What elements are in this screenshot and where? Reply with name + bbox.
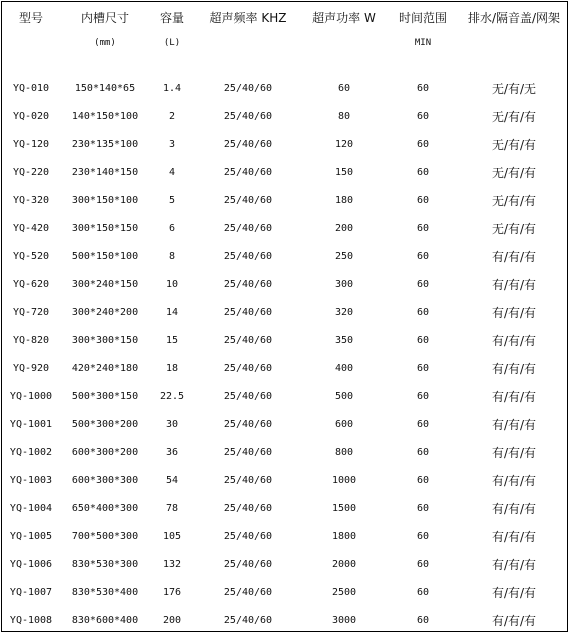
- spec-table: [2, 4, 568, 634]
- table-row: [2, 466, 568, 494]
- cell-features: 有/有/有: [491, 501, 537, 516]
- cell-capacity: 105: [162, 530, 182, 542]
- cell-features: 有/有/有: [491, 389, 537, 404]
- table-row: [2, 606, 568, 634]
- cell-model: YQ-1006: [9, 558, 53, 570]
- header-model-unit: [2, 30, 60, 56]
- cell-capacity: 30: [165, 418, 179, 430]
- cell-features: 有/有/有: [491, 333, 537, 348]
- table-row: [2, 158, 568, 186]
- cell-power: 180: [334, 194, 354, 206]
- cell-frequency: 25/40/60: [223, 362, 273, 374]
- cell-power: 250: [334, 250, 354, 262]
- cell-time-range: 60: [416, 82, 430, 94]
- cell-power: 60: [337, 82, 351, 94]
- cell-features: 有/有/有: [491, 473, 537, 488]
- cell-tank-size: 650*400*300: [71, 502, 139, 514]
- cell-power: 80: [337, 110, 351, 122]
- cell-time-range: 60: [416, 306, 430, 318]
- cell-power: 200: [334, 222, 354, 234]
- cell-time-range: 60: [416, 474, 430, 486]
- cell-features: 有/有/有: [491, 557, 537, 572]
- header-row-units: [2, 30, 568, 56]
- cell-features: 有/有/有: [491, 361, 537, 376]
- cell-model: YQ-010: [12, 82, 50, 94]
- cell-power: 3000: [331, 614, 357, 626]
- header-tank-size: 内槽尺寸: [80, 10, 129, 25]
- table-row: [2, 438, 568, 466]
- cell-frequency: 25/40/60: [223, 418, 273, 430]
- header-power: 超声功率 W: [312, 10, 376, 25]
- table-row: [2, 382, 568, 410]
- table-row: [2, 270, 568, 298]
- header-features-unit: [460, 30, 568, 56]
- cell-power: 150: [334, 166, 354, 178]
- cell-model: YQ-320: [12, 194, 50, 206]
- cell-power: 320: [334, 306, 354, 318]
- cell-model: YQ-820: [12, 334, 50, 346]
- cell-capacity: 10: [165, 278, 179, 290]
- cell-time-range: 60: [416, 558, 430, 570]
- table-row: [2, 326, 568, 354]
- cell-features: 有/有/有: [491, 417, 537, 432]
- header-power-unit: [302, 30, 386, 56]
- cell-features: 有/有/有: [491, 445, 537, 460]
- cell-tank-size: 150*140*65: [74, 82, 136, 94]
- cell-model: YQ-020: [12, 110, 50, 122]
- cell-power: 2500: [331, 586, 357, 598]
- header-frequency-unit: [194, 30, 302, 56]
- cell-tank-size: 830*530*400: [71, 586, 139, 598]
- table-row: [2, 74, 568, 102]
- cell-features: 无/有/有: [491, 165, 537, 180]
- cell-power: 1000: [331, 474, 357, 486]
- cell-frequency: 25/40/60: [223, 166, 273, 178]
- cell-features: 有/有/有: [491, 305, 537, 320]
- cell-frequency: 25/40/60: [223, 82, 273, 94]
- cell-power: 1500: [331, 502, 357, 514]
- table-row: [2, 522, 568, 550]
- header-features: 排水/隔音盖/网架: [467, 10, 561, 25]
- cell-capacity: 6: [168, 222, 176, 234]
- cell-features: 无/有/有: [491, 193, 537, 208]
- cell-tank-size: 700*500*300: [71, 530, 139, 542]
- table-header: [2, 4, 568, 74]
- cell-time-range: 60: [416, 586, 430, 598]
- cell-frequency: 25/40/60: [223, 334, 273, 346]
- cell-capacity: 132: [162, 558, 182, 570]
- cell-model: YQ-1007: [9, 586, 53, 598]
- cell-power: 300: [334, 278, 354, 290]
- cell-capacity: 3: [168, 138, 176, 150]
- cell-tank-size: 500*300*150: [71, 390, 139, 402]
- cell-time-range: 60: [416, 222, 430, 234]
- cell-capacity: 78: [165, 502, 179, 514]
- table-row: [2, 214, 568, 242]
- cell-features: 有/有/有: [491, 529, 537, 544]
- table-row: [2, 410, 568, 438]
- header-tank-size-unit: (mm): [94, 38, 116, 48]
- cell-time-range: 60: [416, 418, 430, 430]
- table-row: [2, 102, 568, 130]
- cell-frequency: 25/40/60: [223, 110, 273, 122]
- cell-tank-size: 830*600*400: [71, 614, 139, 626]
- cell-capacity: 36: [165, 446, 179, 458]
- cell-time-range: 60: [416, 530, 430, 542]
- cell-tank-size: 300*240*200: [71, 306, 139, 318]
- cell-model: YQ-1005: [9, 530, 53, 542]
- cell-capacity: 5: [168, 194, 176, 206]
- cell-time-range: 60: [416, 334, 430, 346]
- cell-tank-size: 420*240*180: [71, 362, 139, 374]
- cell-frequency: 25/40/60: [223, 306, 273, 318]
- cell-features: 有/有/有: [491, 277, 537, 292]
- cell-power: 500: [334, 390, 354, 402]
- cell-capacity: 1.4: [162, 82, 182, 94]
- cell-power: 2000: [331, 558, 357, 570]
- cell-model: YQ-1008: [9, 614, 53, 626]
- cell-capacity: 8: [168, 250, 176, 262]
- cell-capacity: 4: [168, 166, 176, 178]
- cell-tank-size: 600*300*200: [71, 446, 139, 458]
- cell-features: 无/有/有: [491, 137, 537, 152]
- cell-time-range: 60: [416, 194, 430, 206]
- cell-model: YQ-1004: [9, 502, 53, 514]
- header-model: 型号: [18, 10, 43, 25]
- cell-time-range: 60: [416, 278, 430, 290]
- cell-tank-size: 300*300*150: [71, 334, 139, 346]
- cell-tank-size: 300*150*100: [71, 194, 139, 206]
- cell-tank-size: 500*150*100: [71, 250, 139, 262]
- cell-time-range: 60: [416, 390, 430, 402]
- table-row: [2, 130, 568, 158]
- cell-time-range: 60: [416, 614, 430, 626]
- cell-frequency: 25/40/60: [223, 446, 273, 458]
- header-spacer: [2, 56, 568, 74]
- cell-model: YQ-1001: [9, 418, 53, 430]
- cell-model: YQ-1003: [9, 474, 53, 486]
- cell-model: YQ-420: [12, 222, 50, 234]
- cell-features: 有/有/有: [491, 249, 537, 264]
- cell-model: YQ-220: [12, 166, 50, 178]
- cell-time-range: 60: [416, 362, 430, 374]
- cell-frequency: 25/40/60: [223, 502, 273, 514]
- header-capacity-unit: (L): [163, 38, 181, 48]
- cell-frequency: 25/40/60: [223, 194, 273, 206]
- table-row: [2, 298, 568, 326]
- cell-tank-size: 300*150*150: [71, 222, 139, 234]
- cell-features: 无/有/有: [491, 221, 537, 236]
- cell-frequency: 25/40/60: [223, 278, 273, 290]
- table-body: [2, 74, 568, 634]
- cell-model: YQ-1002: [9, 446, 53, 458]
- header-frequency: 超声频率 KHZ: [209, 10, 287, 25]
- cell-model: YQ-1000: [9, 390, 53, 402]
- cell-model: YQ-620: [12, 278, 50, 290]
- header-time-range: 时间范围: [398, 10, 447, 25]
- cell-frequency: 25/40/60: [223, 250, 273, 262]
- cell-frequency: 25/40/60: [223, 138, 273, 150]
- cell-power: 600: [334, 418, 354, 430]
- table-row: [2, 578, 568, 606]
- cell-time-range: 60: [416, 250, 430, 262]
- cell-time-range: 60: [416, 110, 430, 122]
- cell-time-range: 60: [416, 166, 430, 178]
- cell-power: 800: [334, 446, 354, 458]
- cell-tank-size: 600*300*300: [71, 474, 139, 486]
- cell-frequency: 25/40/60: [223, 530, 273, 542]
- cell-model: YQ-520: [12, 250, 50, 262]
- cell-power: 350: [334, 334, 354, 346]
- cell-frequency: 25/40/60: [223, 390, 273, 402]
- header-time-range-unit: MIN: [414, 38, 432, 48]
- cell-capacity: 14: [165, 306, 179, 318]
- cell-power: 120: [334, 138, 354, 150]
- cell-capacity: 176: [162, 586, 182, 598]
- cell-capacity: 2: [168, 110, 176, 122]
- cell-power: 400: [334, 362, 354, 374]
- cell-capacity: 54: [165, 474, 179, 486]
- table-row: [2, 494, 568, 522]
- cell-features: 无/有/无: [491, 81, 537, 96]
- cell-time-range: 60: [416, 502, 430, 514]
- cell-tank-size: 230*140*150: [71, 166, 139, 178]
- cell-frequency: 25/40/60: [223, 558, 273, 570]
- cell-features: 有/有/有: [491, 585, 537, 600]
- cell-time-range: 60: [416, 446, 430, 458]
- cell-frequency: 25/40/60: [223, 614, 273, 626]
- cell-tank-size: 830*530*300: [71, 558, 139, 570]
- header-row-primary: [2, 4, 568, 30]
- table-row: [2, 186, 568, 214]
- cell-time-range: 60: [416, 138, 430, 150]
- cell-features: 无/有/有: [491, 109, 537, 124]
- header-capacity: 容量: [159, 10, 184, 25]
- cell-model: YQ-920: [12, 362, 50, 374]
- cell-model: YQ-720: [12, 306, 50, 318]
- cell-features: 有/有/有: [491, 613, 537, 628]
- cell-capacity: 200: [162, 614, 182, 626]
- cell-frequency: 25/40/60: [223, 586, 273, 598]
- cell-tank-size: 300*240*150: [71, 278, 139, 290]
- cell-tank-size: 230*135*100: [71, 138, 139, 150]
- cell-frequency: 25/40/60: [223, 222, 273, 234]
- cell-frequency: 25/40/60: [223, 474, 273, 486]
- cell-capacity: 22.5: [159, 390, 185, 402]
- cell-model: YQ-120: [12, 138, 50, 150]
- cell-tank-size: 140*150*100: [71, 110, 139, 122]
- cell-power: 1800: [331, 530, 357, 542]
- cell-capacity: 15: [165, 334, 179, 346]
- table-row: [2, 242, 568, 270]
- table-row: [2, 550, 568, 578]
- cell-capacity: 18: [165, 362, 179, 374]
- table-row: [2, 354, 568, 382]
- cell-tank-size: 500*300*200: [71, 418, 139, 430]
